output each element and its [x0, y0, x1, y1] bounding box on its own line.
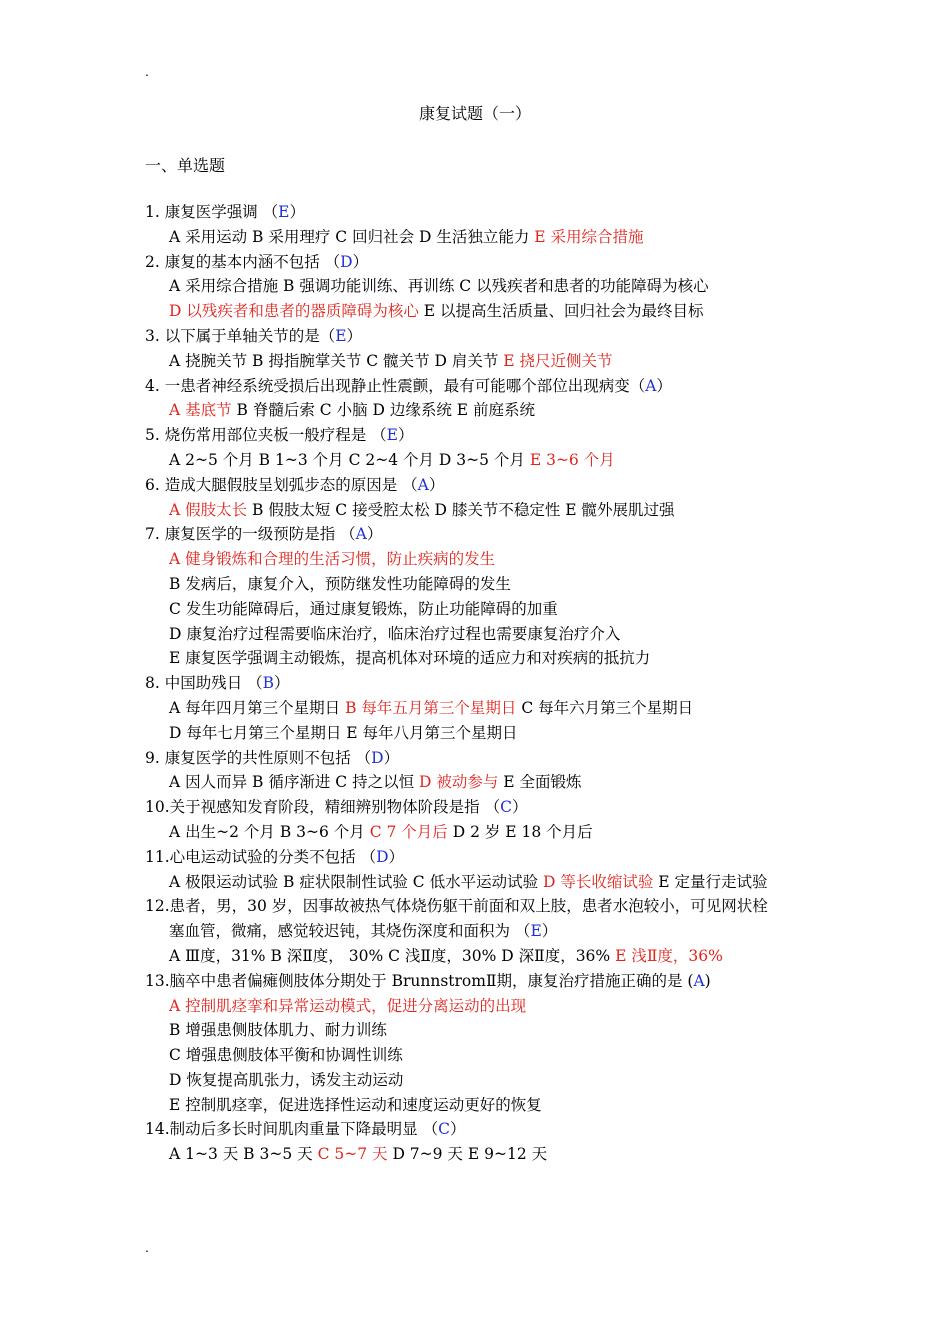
option-text: E 全面锻炼	[498, 773, 582, 792]
option-line	[145, 770, 815, 795]
option-text: A 1~3 天 B 3~5 天	[169, 1145, 318, 1164]
question-item	[145, 200, 815, 250]
option-text: A 因人而异 B 循序渐进 C 持之以恒	[169, 773, 420, 792]
option-text: E 康复医学强调主动锻炼，提高机体对环境的适应力和对疾病的抵抗力	[169, 649, 651, 668]
answer-key: A	[417, 475, 429, 494]
question-bracket: ）	[366, 525, 383, 544]
question-bracket: ）	[388, 847, 405, 866]
question-stem	[145, 200, 815, 225]
question-list	[145, 200, 815, 1167]
question-stem	[145, 1117, 815, 1142]
correct-option: E 浅Ⅱ度，36%	[615, 946, 723, 965]
question-bracket: )	[704, 971, 711, 990]
question-item	[145, 845, 815, 895]
question-stem	[145, 746, 815, 771]
option-text: B 假肢太短 C 接受腔太松 D 膝关节不稳定性 E 髋外展肌过强	[247, 500, 675, 519]
option-text: C 增强患侧肢体平衡和协调性训练	[169, 1046, 403, 1065]
page-title: 康复试题（一）	[418, 104, 531, 123]
question-text: 7. 康复医学的一级预防是指 （	[145, 525, 356, 544]
question-text: 2. 康复的基本内涵不包括 （	[145, 252, 341, 271]
option-text: A 采用运动 B 采用理疗 C 回归社会 D 生活独立能力	[169, 227, 535, 246]
correct-option: A 基底节	[169, 401, 232, 420]
option-line	[145, 1068, 815, 1093]
correct-option: B 每年五月第三个星期日	[345, 698, 517, 717]
option-line	[145, 299, 815, 324]
option-line	[145, 498, 815, 523]
correct-option: A 假肢太长	[169, 500, 248, 519]
question-bracket: ）	[346, 326, 363, 345]
option-text: D 每年七月第三个星期日 E 每年八月第三个星期日	[169, 723, 518, 742]
answer-key: C	[500, 798, 512, 817]
option-text: E 控制肌痉挛，促进选择性运动和速度运动更好的恢复	[169, 1095, 542, 1114]
question-stem	[145, 423, 815, 448]
option-line	[145, 622, 815, 647]
option-line	[145, 820, 815, 845]
option-line	[145, 721, 815, 746]
answer-key: E	[386, 426, 398, 445]
option-text: D 恢复提高肌张力，诱发主动运动	[169, 1070, 404, 1089]
option-text: A Ⅲ度，31% B 深Ⅱ度， 30% C 浅Ⅱ度，30% D 深Ⅱ度，36%	[169, 946, 616, 965]
option-line	[145, 398, 815, 423]
answer-key: A	[355, 525, 367, 544]
correct-option: A 健身锻炼和合理的生活习惯，防止疾病的发生	[169, 550, 496, 569]
question-bracket: ）	[397, 426, 414, 445]
question-bracket: ）	[656, 376, 672, 395]
option-text: A 采用综合措施 B 强调功能训练、再训练 C 以残疾者和患者的功能障碍为核心	[169, 277, 709, 296]
option-text: A 挠腕关节 B 拇指腕掌关节 C 髋关节 D 肩关节	[169, 351, 504, 370]
question-text: 9. 康复医学的共性原则不包括 （	[145, 748, 372, 767]
option-line	[145, 597, 815, 622]
question-item	[145, 250, 815, 324]
question-item	[145, 969, 815, 1118]
question-text: 10.关于视感知发育阶段，精细辨别物体阶段是指 （	[145, 798, 501, 817]
option-line	[145, 646, 815, 671]
answer-key: D	[340, 252, 353, 271]
question-stem	[145, 473, 815, 498]
question-item	[145, 473, 815, 523]
option-text: D 7~9 天 E 9~12 天	[387, 1145, 548, 1164]
question-stem	[145, 250, 815, 275]
answer-key: D	[376, 847, 389, 866]
question-item	[145, 671, 815, 745]
option-text: D 康复治疗过程需要临床治疗，临床治疗过程也需要康复治疗介入	[169, 624, 621, 643]
option-line	[145, 349, 815, 374]
option-line	[145, 1142, 815, 1167]
question-bracket: ）	[352, 252, 369, 271]
question-stem	[145, 845, 815, 870]
answer-key: E	[278, 203, 290, 221]
question-item	[145, 795, 815, 845]
option-text: 塞血管，微痛，感觉较迟钝，其烧伤深度和面积为 （	[169, 922, 531, 941]
question-text: 12.患者，男，30 岁，因事故被热气体烧伤躯干前面和双上肢，患者水泡较小，可见网状栓	[145, 897, 768, 916]
option-text: A 2~5 个月 B 1~3 个月 C 2~4 个月 D 3~5 个月	[169, 450, 530, 469]
question-text: 13.脑卒中患者偏瘫侧肢体分期处于 BrunnstromⅡ期，康复治疗措施正确的是 (	[145, 971, 694, 990]
option-line	[145, 944, 815, 969]
answer-key: A	[693, 971, 705, 990]
answer-key: E	[335, 326, 347, 345]
correct-option: A 控制肌痉挛和异常运动模式，促进分离运动的出现	[169, 996, 527, 1015]
option-text: E 以提高生活质量、回归社会为最终目标	[418, 302, 704, 321]
option-line	[145, 572, 815, 597]
option-text: A 极限运动试验 B 症状限制性试验 C 低水平运动试验	[169, 872, 544, 891]
question-text: 4. 一患者神经系统受损后出现静止性震颤，最有可能哪个部位出现病变（	[145, 376, 646, 395]
question-stem	[145, 671, 815, 696]
option-line	[145, 547, 815, 572]
correct-option: E 3~6 个月	[529, 450, 615, 469]
option-text: E 定量行走试验	[653, 872, 768, 891]
option-line	[145, 274, 815, 299]
option-line	[145, 870, 815, 895]
page-top-marker: .	[145, 65, 149, 79]
correct-option: C 5~7 天	[317, 1145, 388, 1164]
question-text: 1. 康复医学强调 （	[145, 203, 279, 221]
section-heading: 一、单选题	[145, 156, 226, 175]
question-item	[145, 1117, 815, 1167]
option-text: D 2 岁 E 18 个月后	[447, 822, 593, 841]
correct-option: D 等长收缩试验	[543, 872, 654, 891]
answer-key: B	[262, 674, 275, 693]
option-text: C 每年六月第三个星期日	[516, 698, 694, 717]
question-bracket: ）	[274, 674, 290, 693]
question-stem	[145, 374, 815, 399]
option-line	[145, 448, 815, 473]
question-item	[145, 423, 815, 473]
answer-key: C	[438, 1120, 450, 1139]
question-text: 3. 以下属于单轴关节的是（	[145, 326, 336, 345]
question-stem	[145, 324, 815, 349]
question-bracket: ）	[511, 798, 528, 817]
question-text: 14.制动后多长时间肌肉重量下降最明显 （	[145, 1120, 439, 1139]
option-line	[145, 994, 815, 1019]
question-text: 6. 造成大腿假肢呈划弧步态的原因是 （	[145, 475, 418, 494]
question-bracket: ）	[541, 922, 558, 941]
question-bracket: ）	[289, 203, 305, 221]
question-bracket: ）	[449, 1120, 466, 1139]
option-text: B 增强患侧肢体肌力、耐力训练	[169, 1021, 387, 1040]
question-stem	[145, 795, 815, 820]
question-stem	[145, 522, 815, 547]
correct-option: D 被动参与	[419, 773, 499, 792]
option-line	[145, 1018, 815, 1043]
option-line	[145, 1093, 815, 1118]
answer-key: D	[371, 748, 384, 767]
answer-key: E	[530, 922, 542, 941]
option-line	[145, 225, 815, 250]
question-item	[145, 894, 815, 968]
correct-option: C 7 个月后	[369, 822, 448, 841]
question-item	[145, 746, 815, 796]
question-stem	[145, 969, 815, 994]
correct-option: E 采用综合措施	[534, 227, 644, 246]
option-text: B 脊髓后索 C 小脑 D 边缘系统 E 前庭系统	[231, 401, 536, 420]
question-text: 5. 烧伤常用部位夹板一般疗程是 （	[145, 426, 387, 445]
correct-option: E 挠尺近侧关节	[503, 351, 613, 370]
option-text: A 每年四月第三个星期日	[169, 698, 346, 717]
option-text: A 出生~2 个月 B 3~6 个月	[169, 822, 370, 841]
question-item	[145, 324, 815, 374]
option-line	[145, 696, 815, 721]
question-bracket: ）	[428, 475, 445, 494]
option-line	[145, 919, 815, 944]
question-stem	[145, 894, 815, 919]
question-text: 8. 中国助残日 （	[145, 674, 263, 693]
page-bottom-marker: .	[145, 1241, 149, 1255]
question-bracket: ）	[383, 748, 400, 767]
question-item	[145, 522, 815, 671]
correct-option: D 以残疾者和患者的器质障碍为核心	[169, 302, 419, 321]
question-item	[145, 374, 815, 424]
option-text: C 发生功能障碍后，通过康复锻炼，防止功能障碍的加重	[169, 599, 558, 618]
option-text: B 发病后，康复介入，预防继发性功能障碍的发生	[169, 574, 511, 593]
question-text: 11.心电运动试验的分类不包括 （	[145, 847, 377, 866]
answer-key: A	[645, 376, 657, 395]
option-line	[145, 1043, 815, 1068]
